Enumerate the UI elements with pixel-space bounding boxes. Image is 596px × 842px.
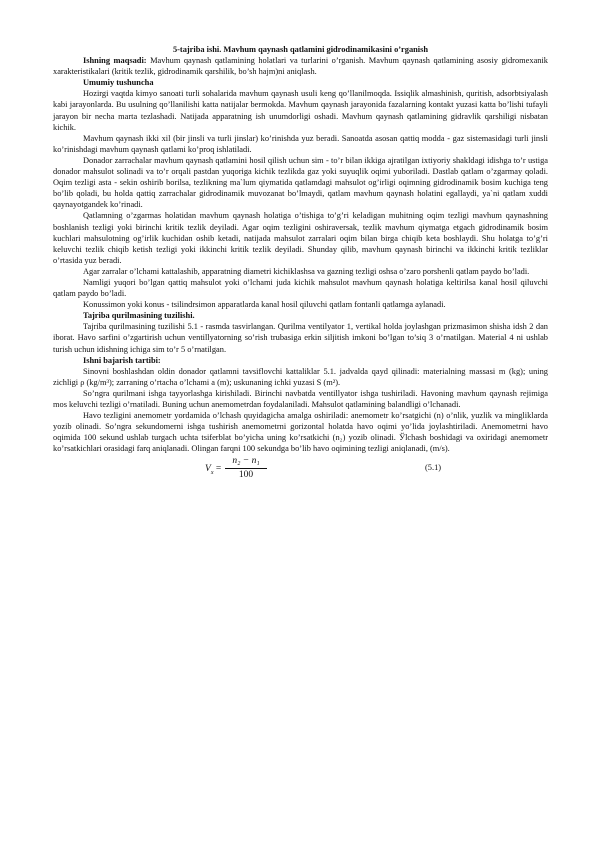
formula-lhs: $V_x$ = — [205, 464, 222, 477]
paragraph: Hozirgi vaqtda kimyo sanoati turli sohalarida mavhum qaynash usuli keng qo’llanilmoqda. Issiqlik almashinish, quritish, adsorbtsiyalash kabi jarayonlarda. Bu usulning qo’llanilishi katta natijalar bermokda. Mavhum qaynash jarayonida fazalarning kontakt yuzasi katta bo’lishi tufayli jarayon bir necha marta tezlashadi. Natijada apparatning ish unumdorligi oshadi. Mavhum qaynash qatlamining gidravlik qarshiligi nisbatan kichik. — [53, 89, 548, 132]
paragraph: Havo tezligini anemometr yordamida o’lchash quyidagicha amalga oshiriladi: anemometr ko’rsatgichi (n) o’nlik, yuzlik va mingliklarda yozib olinadi. So’ngra sekundomerni ishga tushirish anemometrni gorizontal holatda havo oqimi yo’lida joylashtiriladi. Anemometrni havo oqimida 100 sekund ushlab turgach uchta tsiferblat bo’yicha uning ko’rsatkichi (n₂) yozib olinadi. Ўlchash boshidagi va oxiridagi anemometr ko’rsatkichlari orasidagi farq aniqlanadi. Olingan farqni 100 sekundga bo’lib havo oqimining tezligi aniqlanadi, (m/s). — [53, 411, 548, 454]
aim-text: Mavhum qaynash qatlamining holatlari va turlarini o’rganish. Mavhum qaynash qatlamining asosiy gidromexanik xarakteristikalari (kritik tezlik, gidrodinamik qarshilik, bo’sh hajm)ni aniqlash. — [53, 56, 548, 77]
formula-numerator: n₂ − n₁ — [232, 456, 260, 467]
paragraph: Tajriba qurilmasining tuzilishi 5.1 - rasmda tasvirlangan. Qurilma ventilyator 1, vertikal holda joylashgan prizmasimon shisha idsh 2 dan iborat. Havo sarfini o’zgartirish uchun ventillyatorning so’rish trubasiga erkin siljitish imkoni bo’lgan to’siq 3 o’rnatilgan. Material 4 ni ushlab turish uchun idishning ichiga sim to’r 5 o’rnatilgan. — [53, 322, 548, 354]
page-title: 5-tajriba ishi. Mavhum qaynash qatlamini gidrodinamikasini o’rganish — [172, 45, 429, 54]
formula-5-1 — [53, 456, 548, 486]
paragraph: Agar zarralar o’lchami kattalashib, apparatning diametri kichiklashsa va gazning tezligi oshsa o’zaro porshenli qatlam paydo bo’ladi. — [83, 266, 530, 276]
paragraph: Namligi yuqori bo’lgan qattiq mahsulot yoki o’lchami juda kichik mahsulot mavhum qaynash holatiga keltirilsa kanal hosil qiluvchi qatlam paydo bo’ladi. — [53, 277, 548, 299]
formula-lhs-subscript: x — [210, 470, 214, 477]
paragraph: Qatlamning o’zgarmas holatidan mavhum qaynash holatiga o’tishiga to’g’ri keladigan muhitning oqim tezligi mavhum qaynashning boshlanish tezligi yoki birinchi kritik tezlik deyiladi. Agar oqim tezligini oshiraversak, tezlik mavhum qiymatga etgach gidrodinamik bosim kuchlari mahsulotning og’irlik kuchidan oshib ketadi, natijada mahsulot zarralari oqim bilan birga chiqib keta boshlaydi. Shu holatga to’g’ri keluvchi tezlik chiqib ketish tezligi yoki ikkinchi kritik tezlik deyiladi. Shunday qilib, mavhum qaynash birinchi va ikkinchi kritik tezliklar o’rtasida yuz beradi. — [53, 211, 548, 265]
fraction-bar — [225, 468, 267, 469]
paragraph: Donador zarrachalar mavhum qaynash qatlamini hosil qilish uchun sim - to’r bilan ikkiga ajratilgan ixtiyoriy shakldagi idishga to’r ustiga donador mahsulot solinadi va to’r orqali pastdan yuqoriga kichik tezlikda gaz yoki suyuqlik oqimi yuboriladi. Dastlab qatlam o’zgarmay qoladi. Oqim tezligi asta - sekin oshirib borilsa, tezlikning ma`lum qiymatida qatlamdagi mahsulot og’irligi oqimning gidrodinamik bosim kuchiga teng bo’lib qoladi, bu holda qattiq zarrachalar gidrodinamik muvozanat bo’lmaydi, qatlam mavhum qaynash holatini egallaydi, ya`ni qatlam xuddi qaynayotgandek ko’rinadi. — [53, 155, 548, 210]
aim-label: Ishning maqsadi: — [83, 56, 147, 66]
paragraph: Mavhum qaynash ikki xil (bir jinsli va turli jinslar) ko’rinishda yuz beradi. Sanoatda asosan qattiq modda - gaz sistemasidagi turli jinsli ko’rinishdagi mavhum qaynash qatlami ko’proq ishlatiladi. — [53, 133, 548, 154]
paragraph: Konussimon yoki konus - tsilindrsimon apparatlarda kanal hosil qiluvchi qatlam fontanli qatlamga aylanadi. — [83, 300, 446, 310]
paragraph: Sinovni boshlashdan oldin donador qatlamni tavsiflovchi kattaliklar 5.1. jadvalda qayd qilinadi: materialning massasi m (kg); uning zichligi ρ (kg/m³); zarraning o’rtacha o’lchami a (m); uskunaning ichki yuzasi S (m²). — [53, 366, 548, 387]
section-heading-general: Umumiy tushuncha — [83, 78, 154, 88]
formula-number: (5.1) — [425, 463, 442, 473]
aim-paragraph — [53, 55, 548, 77]
formula-equals: = — [215, 464, 222, 475]
formula-fraction — [225, 456, 267, 481]
paragraph: So’ngra qurilmani ishga tayyorlashga kirishiladi. Birinchi navbatda ventillyator ishga tushiriladi. Havoning mavhum qaynash rejimiga mos keluvchi tezligi o’rnatiladi. Buning uchun anemometrdan foydalaniladi. Mahsulot qatlamining balandligi o’lchanadi. — [53, 388, 548, 409]
section-heading-order: Ishni bajarish tartibi: — [83, 355, 161, 365]
formula-denominator: 100 — [238, 470, 254, 481]
section-heading-setup: Tajriba qurilmasining tuzilishi. — [83, 311, 195, 321]
document-page — [53, 44, 548, 486]
